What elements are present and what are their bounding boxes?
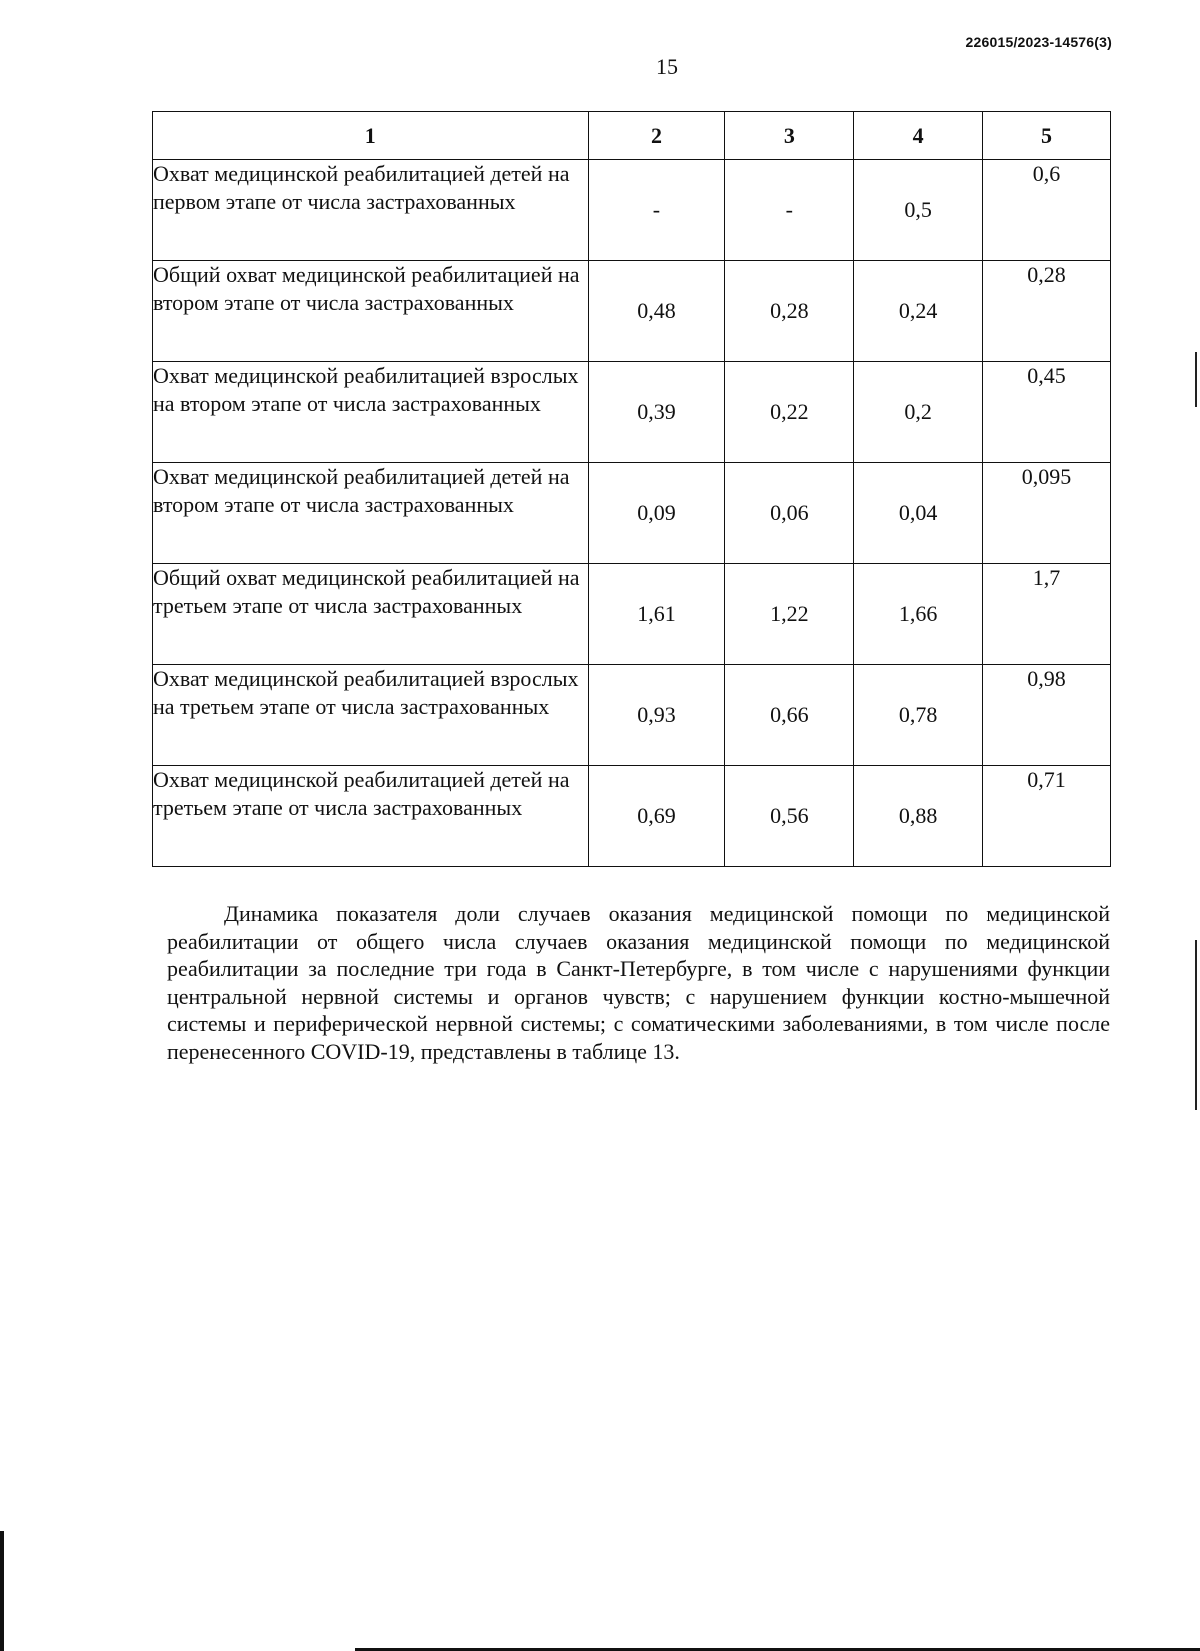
table-row [153,362,1111,463]
value-col-2: 0,69 [588,766,725,867]
value-col-3: 0,66 [725,665,854,766]
value-col-3: 0,06 [725,463,854,564]
table-row [153,261,1111,362]
value-col-4: 0,04 [854,463,983,564]
value-col-2: - [588,160,725,261]
table-row [153,160,1111,261]
table-row [153,564,1111,665]
value-col-5: 0,71 [983,766,1111,867]
value-col-2: 0,48 [588,261,725,362]
indicator-label: Охват медицинской реабилитацией детей на третьем этапе от числа застрахованных [153,766,589,867]
indicator-label: Охват медицинской реабилитацией детей на втором этапе от числа застрахованных [153,463,589,564]
value-col-5: 0,28 [983,261,1111,362]
value-col-3: 1,22 [725,564,854,665]
document-id: 226015/2023-14576(3) [965,34,1112,50]
column-header-3: 3 [725,112,854,160]
value-col-3: 0,28 [725,261,854,362]
scan-edge-mark [1195,940,1197,1110]
value-col-4: 0,5 [854,160,983,261]
value-col-4: 0,24 [854,261,983,362]
scan-edge-mark [0,1531,4,1651]
indicator-label: Охват медицинской реабилитацией взрослых на третьем этапе от числа застрахованных [153,665,589,766]
body-paragraph: Динамика показателя доли случаев оказания медицинской помощи по медицинской реабилитации от общего числа случаев оказания медицинской помощи по медицинской реабилитации за последние три года в Санкт-Петербурге, в том числе с нарушениями функции центральной нервной системы и органов чувств; с нарушением функции костно-мышечной системы и периферической нервной системы; с соматическими заболеваниями, в том числе после перенесенного COVID-19, представлены в таблице 13. [167,901,1110,1064]
rehabilitation-coverage-table [152,111,1111,867]
column-header-5: 5 [983,112,1111,160]
value-col-2: 0,39 [588,362,725,463]
value-col-3: 0,22 [725,362,854,463]
table-row [153,766,1111,867]
scan-edge-mark [1195,352,1197,407]
value-col-5: 0,45 [983,362,1111,463]
table-header-row [153,112,1111,160]
value-col-2: 0,09 [588,463,725,564]
indicator-label: Общий охват медицинской реабилитацией на третьем этапе от числа застрахованных [153,564,589,665]
indicator-label: Охват медицинской реабилитацией взрослых на втором этапе от числа застрахованных [153,362,589,463]
indicator-label: Охват медицинской реабилитацией детей на первом этапе от числа застрахованных [153,160,589,261]
value-col-2: 0,93 [588,665,725,766]
value-col-5: 0,98 [983,665,1111,766]
value-col-4: 0,88 [854,766,983,867]
column-header-4: 4 [854,112,983,160]
table-row [153,463,1111,564]
value-col-4: 0,78 [854,665,983,766]
value-col-2: 1,61 [588,564,725,665]
value-col-3: - [725,160,854,261]
value-col-4: 1,66 [854,564,983,665]
value-col-4: 0,2 [854,362,983,463]
page-number: 15 [656,54,678,79]
column-header-1: 1 [153,112,589,160]
value-col-5: 0,095 [983,463,1111,564]
column-header-2: 2 [588,112,725,160]
indicator-label: Общий охват медицинской реабилитацией на втором этапе от числа застрахованных [153,261,589,362]
value-col-5: 0,6 [983,160,1111,261]
value-col-5: 1,7 [983,564,1111,665]
table-row [153,665,1111,766]
value-col-3: 0,56 [725,766,854,867]
